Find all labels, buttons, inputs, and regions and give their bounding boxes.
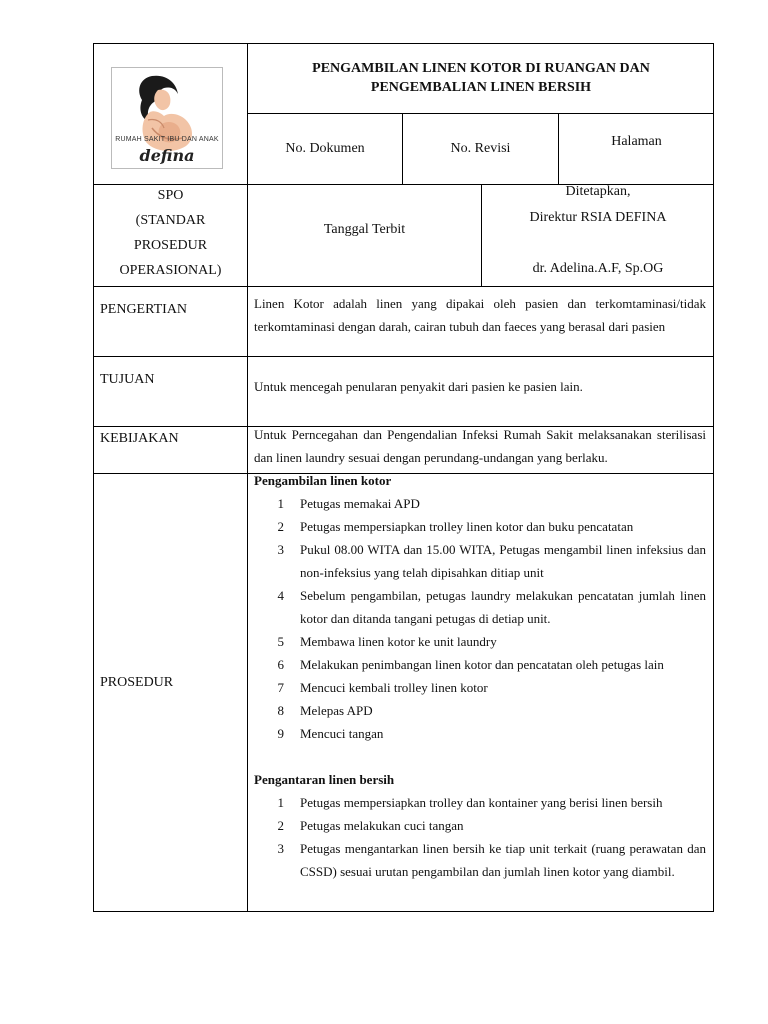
list-number: 9 [277,726,284,741]
list-number: 2 [277,519,284,534]
list-item: Petugas mengantarkan linen bersih ke tiap unit terkait (ruang perawatan dan CSSD) sesuai urutan pengambilan dan jumlah linen kotor yang diambil. [300,841,706,879]
pengertian-text: Linen Kotor adalah linen yang dipakai oleh pasien dan terkomtaminasi/tidak terkomtaminasi dengan darah, cairan tubuh dan faeces yang berasal dari pasien [254,296,706,334]
list-number: 8 [277,703,284,718]
list-item: Pukul 08.00 WITA dan 15.00 WITA, Petugas mengambil linen infeksius dan non-infeksius yang telah dipisahkan ditiap unit [300,542,706,580]
pengertian-label: PENGERTIAN [100,302,188,317]
tujuan-text: Untuk mencegah penularan penyakit dari pasien ke pasien lain. [254,379,583,394]
list-item: Petugas mempersiapkan trolley dan kontainer yang berisi linen bersih [300,795,663,810]
rule [247,113,714,114]
document-title [248,59,714,97]
title-line-1: PENGAMBILAN LINEN KOTOR DI RUANGAN DAN [312,61,650,76]
list-item: Petugas melakukan cuci tangan [300,818,464,833]
hospital-logo [111,67,223,169]
list-item: Melakukan penimbangan linen kotor dan pencatatan oleh petugas lain [300,657,664,672]
rule [93,286,714,287]
tujuan-label: TUJUAN [100,372,155,387]
section-title-pengambilan: Pengambilan linen kotor [254,473,392,488]
spo-line-2: (STANDAR [135,213,206,228]
list-number: 4 [277,588,284,603]
list-number: 2 [277,818,284,833]
no-dokumen-label: No. Dokumen [285,141,365,156]
logo-brand: defina [139,146,195,165]
tanggal-terbit-label: Tanggal Terbit [323,222,406,237]
signatory-name: dr. Adelina.A.F, Sp.OG [532,261,664,276]
list-number: 7 [277,680,284,695]
list-item: Melepas APD [300,703,373,718]
list-item: Mencuci kembali trolley linen kotor [300,680,488,695]
list-item: Petugas mempersiapkan trolley linen kotor dan buku pencatatan [300,519,634,534]
spo-line-4: OPERASIONAL) [119,263,222,278]
list-item: Membawa linen kotor ke unit laundry [300,634,497,649]
list-number: 1 [277,496,284,511]
rule [247,43,248,912]
no-revisi-label: No. Revisi [450,141,511,156]
halaman-label: Halaman [611,134,662,149]
list-number: 3 [277,542,284,557]
list-number: 1 [277,795,284,810]
list-item: Petugas memakai APD [300,496,420,511]
list-item: Sebelum pengambilan, petugas laundry melakukan pencatatan jumlah linen kotor dan ditanda tangani petugas di detiap unit. [300,588,706,626]
list-number: 3 [277,841,284,856]
list-number: 5 [277,634,284,649]
kebijakan-label: KEBIJAKAN [100,431,179,446]
kebijakan-text: Untuk Perncegahan dan Pengendalian Infeksi Rumah Sakit melaksanakan sterilisasi dan linen laundry sesuai dengan perundang-undangan yang berlaku. [254,427,706,465]
list-number: 6 [277,657,284,672]
rule [93,356,714,357]
title-line-2: PENGEMBALIAN LINEN BERSIH [370,80,592,95]
ditetapkan-label: Ditetapkan, [565,184,631,199]
list-item: Mencuci tangan [300,726,384,741]
logo-text: RUMAH SAKIT IBU DAN ANAK [115,136,219,143]
spo-line-1: SPO [157,188,184,203]
prosedur-label: PROSEDUR [100,675,174,690]
direktur-label: Direktur RSIA DEFINA [529,210,667,225]
section-title-pengantaran: Pengantaran linen bersih [254,772,395,787]
spo-line-3: PROSEDUR [133,238,208,253]
